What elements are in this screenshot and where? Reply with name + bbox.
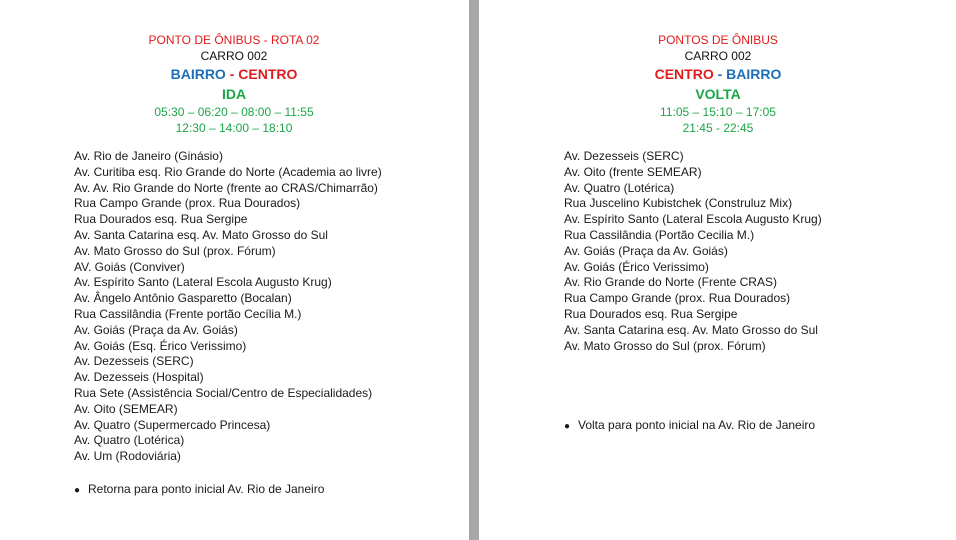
direction-separator: - — [225, 66, 239, 82]
stop-item: Rua Cassilândia (Portão Cecilia M.) — [564, 227, 755, 242]
stop-item: Av. Mato Grosso do Sul (prox. Fórum) — [564, 338, 766, 353]
stop-item: Av. Oito (SEMEAR) — [74, 401, 178, 416]
stop-item: Av. Curitiba esq. Rio Grande do Norte (Academia ao livre) — [74, 164, 382, 179]
stop-item: Av. Dezesseis (SERC) — [564, 149, 684, 163]
stop-item: Rua Cassilândia (Frente portão Cecília M.) — [74, 306, 302, 321]
stop-item: Av. Santa Catarina esq. Av. Mato Grosso do Sul — [564, 322, 818, 337]
stop-item: Av. Goiás (Érico Verissimo) — [564, 259, 709, 274]
return-note-text: Volta para ponto inicial na Av. Rio de Janeiro — [578, 418, 816, 432]
car-number: CARRO 002 — [200, 49, 268, 63]
route-title: PONTO DE ÔNIBUS - ROTA 02 — [148, 33, 320, 47]
bullet-icon: ● — [564, 421, 571, 432]
schedule-line-2: 12:30 – 14:00 – 18:10 — [175, 121, 293, 135]
stop-item: Av. Santa Catarina esq. Av. Mato Grosso do Sul — [74, 227, 328, 242]
stop-item: Av. Quatro (Supermercado Princesa) — [74, 417, 271, 432]
stop-item: Av. Um (Rodoviária) — [74, 449, 181, 464]
direction-to: CENTRO — [238, 66, 298, 82]
stop-item: Rua Sete (Assistência Social/Centro de Especialidades) — [74, 385, 373, 400]
trip-label: IDA — [221, 86, 247, 102]
stops-list-volta — [564, 149, 822, 354]
stop-item: Av. Mato Grosso do Sul (prox. Fórum) — [74, 243, 276, 258]
schedule-line-1: 11:05 – 15:10 – 17:05 — [660, 105, 776, 119]
schedule-line-2: 21:45 - 22:45 — [682, 121, 754, 135]
stop-item: Av. Ângelo Antônio Gasparetto (Bocalan) — [74, 291, 292, 306]
route-header-ida — [0, 32, 468, 136]
page-left — [0, 0, 468, 540]
direction-from: CENTRO — [654, 66, 714, 82]
stop-item: Rua Campo Grande (prox. Rua Dourados) — [74, 196, 301, 211]
return-note — [74, 481, 324, 499]
stop-item: AV. Goiás (Conviver) — [74, 259, 185, 274]
stop-item: Av. Dezesseis (Hospital) — [74, 370, 204, 385]
route-title: PONTOS DE ÔNIBUS — [658, 33, 778, 47]
stop-item: Rua Campo Grande (prox. Rua Dourados) — [564, 291, 791, 306]
stop-item: Av. Oito (frente SEMEAR) — [564, 164, 702, 179]
stop-item: Av. Rio Grande do Norte (Frente CRAS) — [564, 275, 777, 290]
route-header-volta — [480, 32, 956, 136]
stop-item: Av. Dezesseis (SERC) — [74, 354, 194, 369]
stop-item: Av. Goiás (Praça da Av. Goiás) — [564, 243, 728, 258]
bullet-icon: ● — [74, 485, 81, 496]
stop-item: Av. Goiás (Esq. Érico Verissimo) — [74, 338, 247, 353]
stop-item: Av. Rio de Janeiro (Ginásio) — [74, 149, 223, 163]
direction-label — [0, 64, 468, 84]
stop-item: Av. Quatro (Lotérica) — [74, 433, 185, 448]
stop-item: Av. Espírito Santo (Lateral Escola Augusto Krug) — [564, 212, 822, 227]
direction-separator: - — [713, 66, 727, 82]
page-divider — [469, 0, 479, 540]
return-note-text: Retorna para ponto inicial Av. Rio de Janeiro — [88, 482, 325, 496]
stop-item: Av. Espírito Santo (Lateral Escola Augusto Krug) — [74, 275, 332, 290]
stops-list-ida — [74, 149, 382, 465]
stop-item: Rua Dourados esq. Rua Sergipe — [564, 306, 738, 321]
return-note — [564, 417, 815, 435]
trip-label: VOLTA — [695, 86, 741, 102]
stop-item: Av. Goiás (Praça da Av. Goiás) — [74, 322, 238, 337]
stop-item: Av. Quatro (Lotérica) — [564, 180, 675, 195]
stop-item: Av. Av. Rio Grande do Norte (frente ao CRAS/Chimarrão) — [74, 180, 378, 195]
schedule-line-1: 05:30 – 06:20 – 08:00 – 11:55 — [154, 105, 314, 119]
direction-from: BAIRRO — [170, 66, 226, 82]
page-right — [480, 0, 956, 540]
stop-item: Rua Juscelino Kubistchek (Construluz Mix) — [564, 196, 793, 211]
direction-label — [480, 64, 956, 84]
stop-item: Rua Dourados esq. Rua Sergipe — [74, 212, 248, 227]
direction-to: BAIRRO — [726, 66, 782, 82]
car-number: CARRO 002 — [684, 49, 752, 63]
